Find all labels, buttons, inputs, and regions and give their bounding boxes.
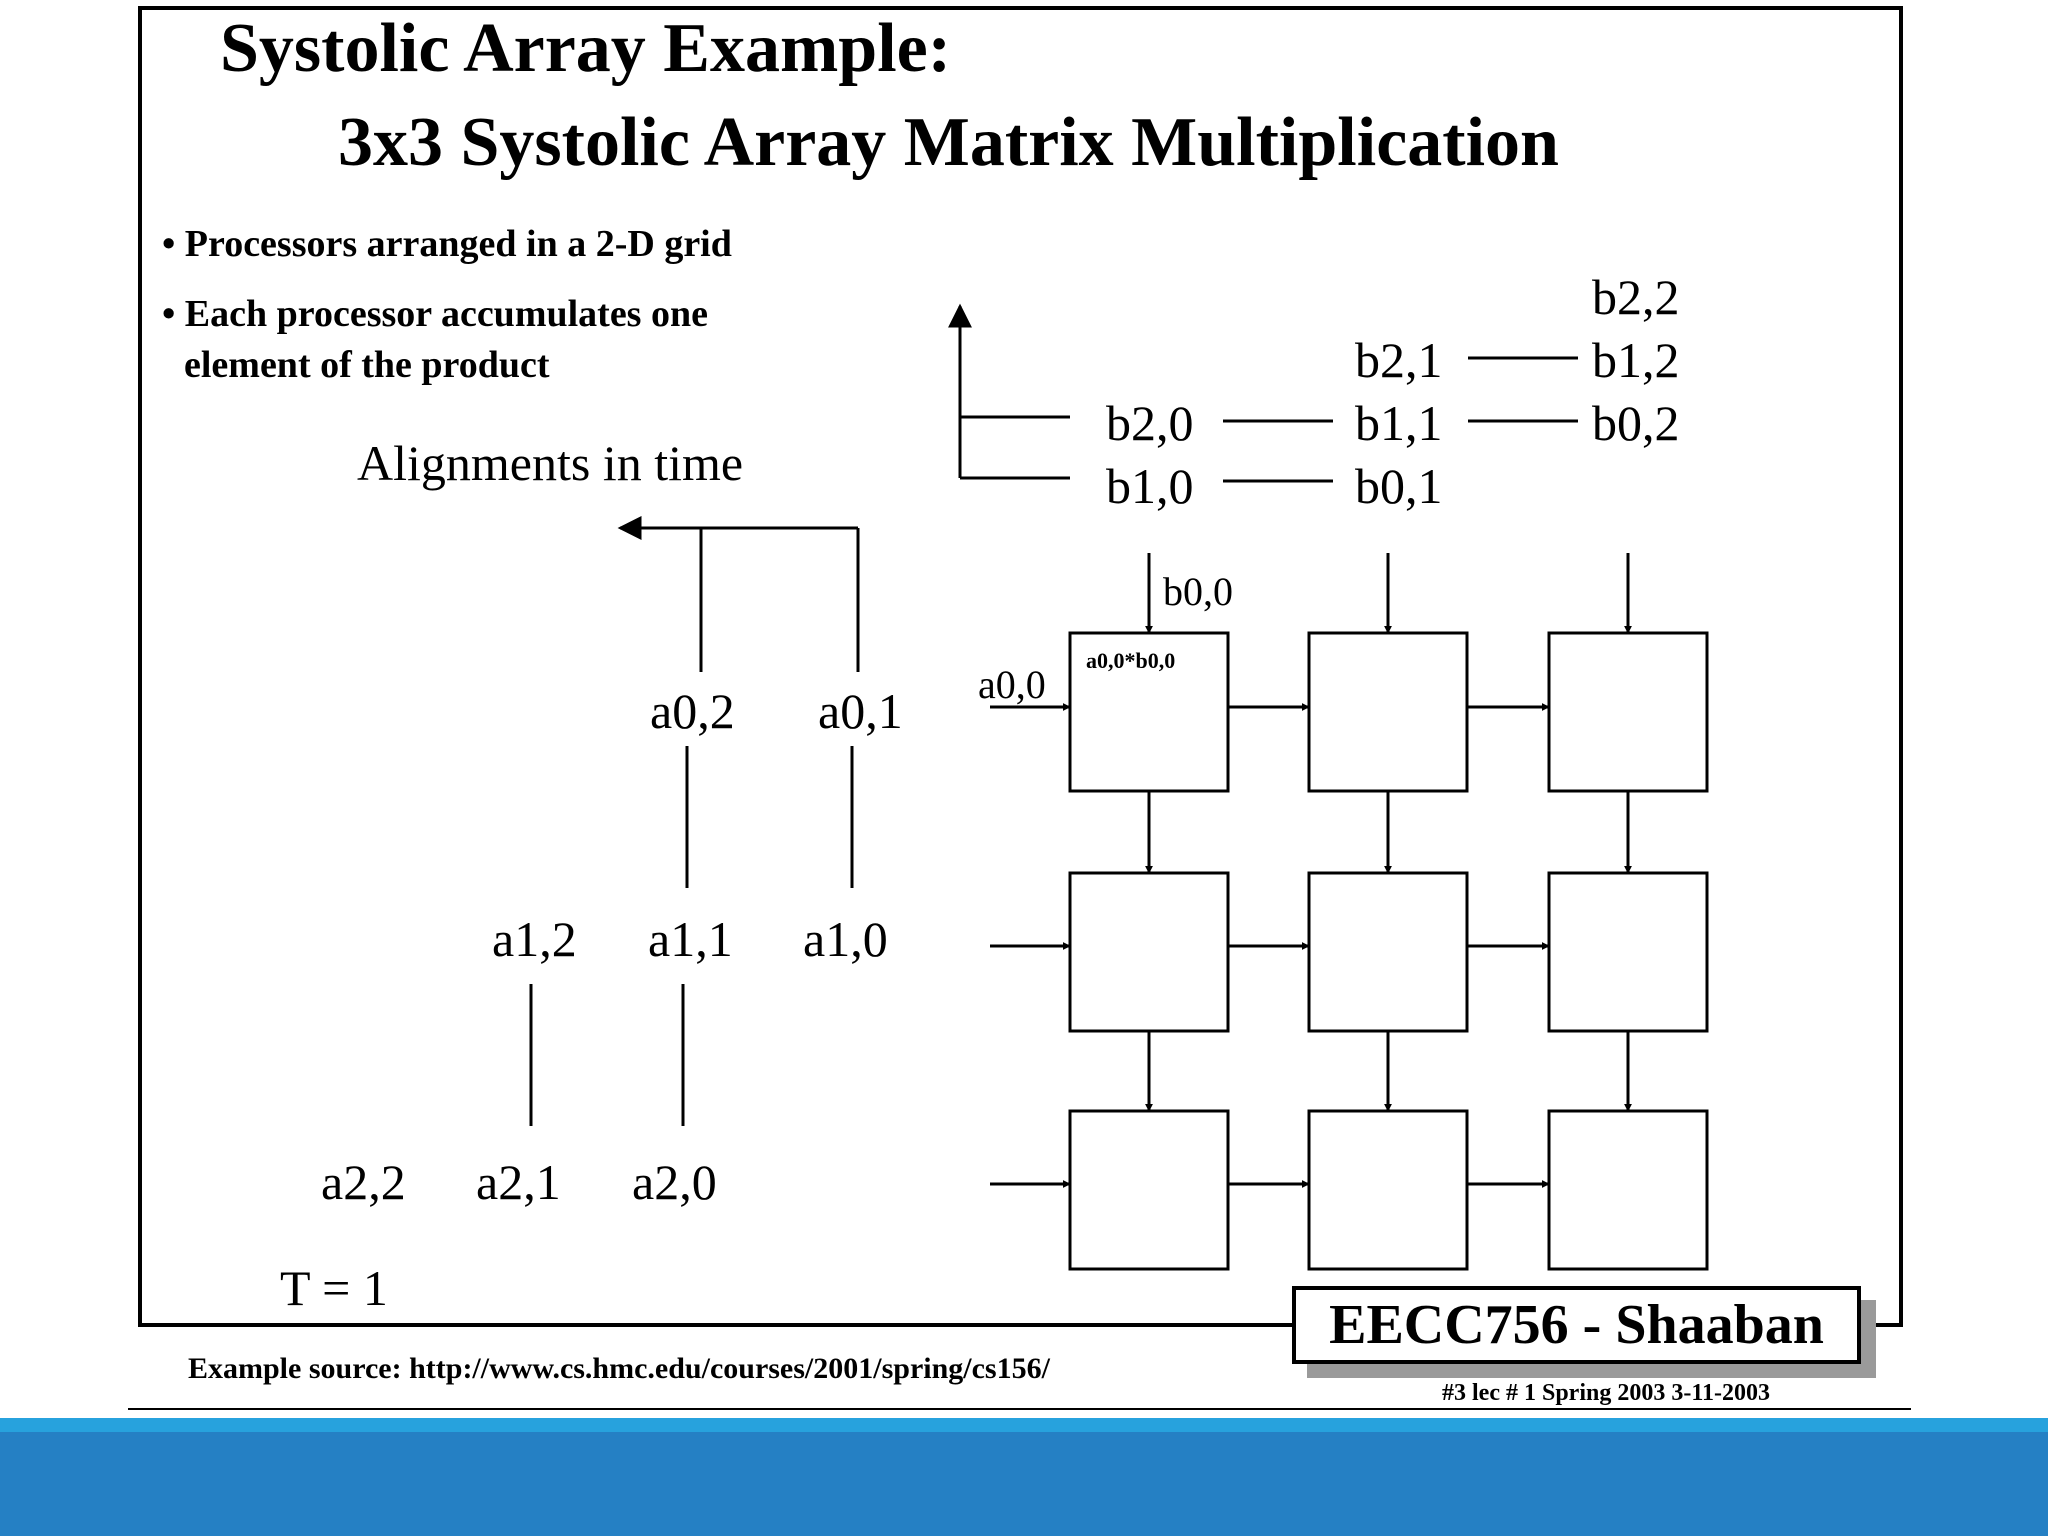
pe-2-0 xyxy=(1070,1111,1228,1269)
label-a22: a2,2 xyxy=(321,1154,406,1210)
lecture-info: #3 lec # 1 Spring 2003 3-11-2003 xyxy=(1442,1380,1770,1406)
label-a11: a1,1 xyxy=(648,911,733,967)
label-b00: b0,0 xyxy=(1163,569,1233,614)
label-a10: a1,0 xyxy=(803,911,888,967)
footer-accent-bar xyxy=(0,1418,2048,1432)
example-source: Example source: http://www.cs.hmc.edu/courses/2001/spring/cs156/ xyxy=(188,1352,1050,1385)
bottom-rule xyxy=(128,1408,1911,1410)
pe-1-1 xyxy=(1309,873,1467,1031)
bullet-grid: • Processors arranged in a 2-D grid xyxy=(162,223,732,265)
label-b12: b1,2 xyxy=(1592,332,1680,388)
label-a21: a2,1 xyxy=(476,1154,561,1210)
pe-0-1 xyxy=(1309,633,1467,791)
pe-2-1 xyxy=(1309,1111,1467,1269)
label-b20: b2,0 xyxy=(1106,395,1194,451)
slide-subtitle: 3x3 Systolic Array Matrix Multiplication xyxy=(338,104,1559,181)
label-b11: b1,1 xyxy=(1355,395,1443,451)
label-b01: b0,1 xyxy=(1355,458,1443,514)
label-b02: b0,2 xyxy=(1592,395,1680,451)
slide-title: Systolic Array Example: xyxy=(220,10,952,87)
label-a02: a0,2 xyxy=(650,683,735,739)
label-a01: a0,1 xyxy=(818,683,903,739)
pe-1-2 xyxy=(1549,873,1707,1031)
label-b10: b1,0 xyxy=(1106,458,1194,514)
label-a20: a2,0 xyxy=(632,1154,717,1210)
label-a12: a1,2 xyxy=(492,911,577,967)
course-badge: EECC756 - Shaaban xyxy=(1292,1286,1861,1364)
label-a00: a0,0 xyxy=(978,662,1046,707)
footer-bar xyxy=(0,1432,2048,1536)
label-b21: b2,1 xyxy=(1355,332,1443,388)
pe-0-2 xyxy=(1549,633,1707,791)
pe-2-2 xyxy=(1549,1111,1707,1269)
bullet-accumulate-cont: element of the product xyxy=(184,344,550,386)
alignments-label: Alignments in time xyxy=(357,435,744,491)
time-step-label: T = 1 xyxy=(280,1260,388,1316)
pe-0-0-product: a0,0*b0,0 xyxy=(1086,648,1176,673)
pe-1-0 xyxy=(1070,873,1228,1031)
label-b22: b2,2 xyxy=(1592,269,1680,325)
bullet-accumulate: • Each processor accumulates one xyxy=(162,293,708,335)
